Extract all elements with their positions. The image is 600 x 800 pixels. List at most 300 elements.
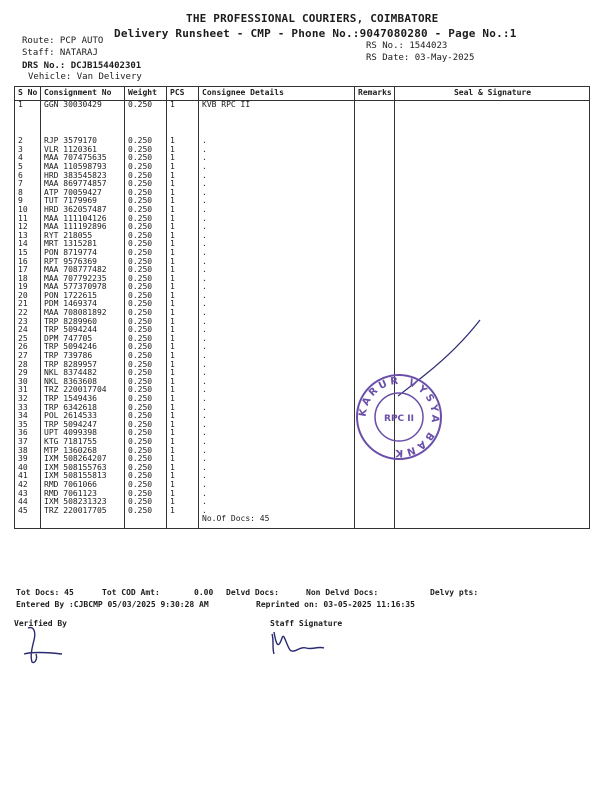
consignee-cell: . bbox=[199, 232, 355, 241]
remarks-cell bbox=[355, 300, 395, 309]
sno-cell: 29 bbox=[15, 369, 41, 378]
remarks-cell bbox=[355, 172, 395, 181]
consignment-cell: MAA 110598793 bbox=[41, 163, 125, 172]
consignee-cell: . bbox=[199, 275, 355, 284]
staff-label: Staff: NATARAJ bbox=[22, 48, 98, 58]
sno-cell: 21 bbox=[15, 300, 41, 309]
pcs-cell: 1 bbox=[167, 146, 199, 155]
col-sno: S No bbox=[15, 87, 41, 101]
empty-cell bbox=[15, 515, 41, 528]
pcs-cell: 1 bbox=[167, 163, 199, 172]
table-row bbox=[15, 361, 590, 370]
pcs-cell: 1 bbox=[167, 490, 199, 499]
seal-cell bbox=[395, 180, 590, 189]
table-row bbox=[15, 421, 590, 430]
table-row bbox=[15, 429, 590, 438]
seal-cell bbox=[395, 100, 590, 109]
table-row bbox=[15, 386, 590, 395]
consignment-cell: TRP 8289957 bbox=[41, 361, 125, 370]
weight-cell: 0.250 bbox=[125, 386, 167, 395]
weight-cell: 0.250 bbox=[125, 318, 167, 327]
weight-cell: 0.250 bbox=[125, 378, 167, 387]
table-row bbox=[15, 292, 590, 301]
remarks-cell bbox=[355, 361, 395, 370]
consignee-cell: . bbox=[199, 172, 355, 181]
pcs-cell: 1 bbox=[167, 292, 199, 301]
weight-cell: 0.250 bbox=[125, 447, 167, 456]
consignee-cell: . bbox=[199, 421, 355, 430]
consignment-cell: IXM 508155763 bbox=[41, 464, 125, 473]
consignee-cell: . bbox=[199, 283, 355, 292]
verifier-signature bbox=[20, 624, 70, 666]
consignment-cell: HRD 362057487 bbox=[41, 206, 125, 215]
pcs-cell: 1 bbox=[167, 154, 199, 163]
pcs-cell: 1 bbox=[167, 309, 199, 318]
staff-signature-label: Staff Signature bbox=[270, 619, 343, 628]
empty-cell bbox=[395, 515, 590, 528]
vehicle-label: Vehicle: Van Delivery bbox=[28, 72, 142, 82]
consignment-cell: KTG 7181755 bbox=[41, 438, 125, 447]
col-remarks: Remarks bbox=[355, 87, 395, 101]
sno-cell: 18 bbox=[15, 275, 41, 284]
consignee-cell: . bbox=[199, 146, 355, 155]
pcs-cell: 1 bbox=[167, 361, 199, 370]
consignment-cell: TRP 5094246 bbox=[41, 343, 125, 352]
table-row bbox=[15, 472, 590, 481]
pcs-cell: 1 bbox=[167, 507, 199, 516]
pcs-cell: 1 bbox=[167, 318, 199, 327]
consignee-cell: . bbox=[199, 206, 355, 215]
sno-cell: 26 bbox=[15, 343, 41, 352]
remarks-cell bbox=[355, 223, 395, 232]
weight-cell: 0.250 bbox=[125, 215, 167, 224]
seal-cell bbox=[395, 249, 590, 258]
remarks-cell bbox=[355, 498, 395, 507]
pcs-cell: 1 bbox=[167, 275, 199, 284]
weight-cell: 0.250 bbox=[125, 232, 167, 241]
weight-cell: 0.250 bbox=[125, 361, 167, 370]
sno-cell: 7 bbox=[15, 180, 41, 189]
consignee-cell: . bbox=[199, 258, 355, 267]
remarks-cell bbox=[355, 206, 395, 215]
weight-cell: 0.250 bbox=[125, 249, 167, 258]
pcs-cell: 1 bbox=[167, 395, 199, 404]
col-weight: Weight bbox=[125, 87, 167, 101]
consignee-cell: . bbox=[199, 404, 355, 413]
consignee-cell: . bbox=[199, 412, 355, 421]
sno-cell: 13 bbox=[15, 232, 41, 241]
table-row bbox=[15, 223, 590, 232]
weight-cell: 0.250 bbox=[125, 352, 167, 361]
pcs-cell: 1 bbox=[167, 326, 199, 335]
seal-cell bbox=[395, 481, 590, 490]
pcs-cell: 1 bbox=[167, 189, 199, 198]
company-title: THE PROFESSIONAL COURIERS, COIMBATORE bbox=[186, 12, 439, 25]
weight-cell: 0.250 bbox=[125, 292, 167, 301]
sno-cell: 31 bbox=[15, 386, 41, 395]
sno-cell: 33 bbox=[15, 404, 41, 413]
weight-cell: 0.250 bbox=[125, 404, 167, 413]
consignment-cell: TRP 5094247 bbox=[41, 421, 125, 430]
consignment-cell: TRP 6342618 bbox=[41, 404, 125, 413]
seal-cell bbox=[395, 197, 590, 206]
gap-cell bbox=[41, 109, 125, 137]
consignee-cell: KVB RPC II bbox=[199, 100, 355, 109]
weight-cell: 0.250 bbox=[125, 240, 167, 249]
remarks-cell bbox=[355, 481, 395, 490]
consignee-cell: . bbox=[199, 249, 355, 258]
sno-cell: 45 bbox=[15, 507, 41, 516]
sno-cell: 9 bbox=[15, 197, 41, 206]
weight-cell: 0.250 bbox=[125, 266, 167, 275]
weight-cell: 0.250 bbox=[125, 429, 167, 438]
remarks-cell bbox=[355, 326, 395, 335]
route-label: Route: PCP AUTO bbox=[22, 36, 104, 46]
tot-cod-label: Tot COD Amt: bbox=[102, 588, 160, 597]
pcs-cell: 1 bbox=[167, 172, 199, 181]
consignee-cell: . bbox=[199, 507, 355, 516]
consignee-cell: . bbox=[199, 180, 355, 189]
consignee-cell: . bbox=[199, 189, 355, 198]
sno-cell: 15 bbox=[15, 249, 41, 258]
consignment-cell: IXM 508155813 bbox=[41, 472, 125, 481]
table-row bbox=[15, 249, 590, 258]
seal-cell bbox=[395, 300, 590, 309]
table-header-row bbox=[15, 87, 590, 101]
pcs-cell: 1 bbox=[167, 283, 199, 292]
seal-cell bbox=[395, 206, 590, 215]
consignment-cell: MAA 111192896 bbox=[41, 223, 125, 232]
verified-by-label: Verified By bbox=[14, 619, 67, 628]
stamp-inner-text: RPC II bbox=[384, 414, 414, 424]
seal-cell bbox=[395, 240, 590, 249]
no-of-docs: No.Of Docs: 45 bbox=[199, 515, 355, 528]
pcs-cell: 1 bbox=[167, 412, 199, 421]
consignee-cell: . bbox=[199, 309, 355, 318]
sno-cell: 2 bbox=[15, 137, 41, 146]
gap-cell bbox=[395, 109, 590, 137]
pcs-cell: 1 bbox=[167, 472, 199, 481]
pcs-cell: 1 bbox=[167, 215, 199, 224]
gap-cell bbox=[355, 109, 395, 137]
sno-cell: 37 bbox=[15, 438, 41, 447]
col-consignment: Consignment No bbox=[41, 87, 125, 101]
remarks-cell bbox=[355, 240, 395, 249]
table-row bbox=[15, 309, 590, 318]
pcs-cell: 1 bbox=[167, 343, 199, 352]
consignment-cell: MAA 869774857 bbox=[41, 180, 125, 189]
consignee-cell: . bbox=[199, 163, 355, 172]
pcs-cell: 1 bbox=[167, 455, 199, 464]
sno-cell: 11 bbox=[15, 215, 41, 224]
weight-cell: 0.250 bbox=[125, 507, 167, 516]
weight-cell: 0.250 bbox=[125, 275, 167, 284]
table-row bbox=[15, 395, 590, 404]
consignment-cell: TRZ 220017705 bbox=[41, 507, 125, 516]
consignment-cell: MAA 707475635 bbox=[41, 154, 125, 163]
pcs-cell: 1 bbox=[167, 386, 199, 395]
consignment-cell: MTP 1360268 bbox=[41, 447, 125, 456]
gap-cell bbox=[167, 109, 199, 137]
remarks-cell bbox=[355, 146, 395, 155]
pcs-cell: 1 bbox=[167, 258, 199, 267]
consignee-cell: . bbox=[199, 472, 355, 481]
weight-cell: 0.250 bbox=[125, 258, 167, 267]
pcs-cell: 1 bbox=[167, 447, 199, 456]
remarks-cell bbox=[355, 464, 395, 473]
seal-cell bbox=[395, 464, 590, 473]
seal-cell bbox=[395, 215, 590, 224]
empty-cell bbox=[41, 515, 125, 528]
remarks-cell bbox=[355, 490, 395, 499]
delvd-docs: Delvd Docs: bbox=[226, 588, 279, 597]
weight-cell: 0.250 bbox=[125, 223, 167, 232]
remarks-cell bbox=[355, 189, 395, 198]
sno-cell: 35 bbox=[15, 421, 41, 430]
table-row bbox=[15, 369, 590, 378]
consignee-cell: . bbox=[199, 154, 355, 163]
remarks-cell bbox=[355, 335, 395, 344]
weight-cell: 0.250 bbox=[125, 438, 167, 447]
consignment-cell: POL 2614533 bbox=[41, 412, 125, 421]
pcs-cell: 1 bbox=[167, 498, 199, 507]
consignment-cell: MAA 708777482 bbox=[41, 266, 125, 275]
remarks-cell bbox=[355, 292, 395, 301]
consignee-cell: . bbox=[199, 326, 355, 335]
consignment-cell: MAA 577370978 bbox=[41, 283, 125, 292]
consignment-cell: GGN 30030429 bbox=[41, 100, 125, 109]
remarks-cell bbox=[355, 283, 395, 292]
seal-cell bbox=[395, 223, 590, 232]
seal-cell bbox=[395, 146, 590, 155]
pcs-cell: 1 bbox=[167, 369, 199, 378]
sno-cell: 8 bbox=[15, 189, 41, 198]
consignment-cell: NKL 8374482 bbox=[41, 369, 125, 378]
sno-cell: 25 bbox=[15, 335, 41, 344]
seal-cell bbox=[395, 292, 590, 301]
consignment-cell: IXM 508231323 bbox=[41, 498, 125, 507]
remarks-cell bbox=[355, 232, 395, 241]
table-row bbox=[15, 343, 590, 352]
sno-cell: 3 bbox=[15, 146, 41, 155]
seal-cell bbox=[395, 309, 590, 318]
sno-cell: 39 bbox=[15, 455, 41, 464]
sno-cell: 10 bbox=[15, 206, 41, 215]
consignment-cell: RMD 7061066 bbox=[41, 481, 125, 490]
remarks-cell bbox=[355, 249, 395, 258]
remarks-cell bbox=[355, 352, 395, 361]
pcs-cell: 1 bbox=[167, 100, 199, 109]
sno-cell: 22 bbox=[15, 309, 41, 318]
sno-cell: 38 bbox=[15, 447, 41, 456]
consignee-cell: . bbox=[199, 240, 355, 249]
consignee-cell: . bbox=[199, 498, 355, 507]
empty-cell bbox=[125, 515, 167, 528]
consignment-cell: TRP 1549436 bbox=[41, 395, 125, 404]
weight-cell: 0.250 bbox=[125, 163, 167, 172]
pcs-cell: 1 bbox=[167, 335, 199, 344]
remarks-cell bbox=[355, 472, 395, 481]
sno-cell: 20 bbox=[15, 292, 41, 301]
sno-cell: 12 bbox=[15, 223, 41, 232]
table-row bbox=[15, 318, 590, 327]
remarks-cell bbox=[355, 163, 395, 172]
gap-cell bbox=[199, 109, 355, 137]
row-gap bbox=[15, 109, 590, 137]
consignment-cell: RMD 7061123 bbox=[41, 490, 125, 499]
consignee-cell: . bbox=[199, 438, 355, 447]
empty-cell bbox=[167, 515, 199, 528]
consignee-cell: . bbox=[199, 369, 355, 378]
weight-cell: 0.250 bbox=[125, 481, 167, 490]
consignee-cell: . bbox=[199, 137, 355, 146]
sno-cell: 14 bbox=[15, 240, 41, 249]
gap-cell bbox=[15, 109, 41, 137]
weight-cell: 0.250 bbox=[125, 283, 167, 292]
seal-cell bbox=[395, 472, 590, 481]
sno-cell: 32 bbox=[15, 395, 41, 404]
remarks-cell bbox=[355, 258, 395, 267]
pcs-cell: 1 bbox=[167, 481, 199, 490]
col-seal: Seal & Signature bbox=[395, 87, 590, 101]
consignee-cell: . bbox=[199, 386, 355, 395]
remarks-cell bbox=[355, 309, 395, 318]
pcs-cell: 1 bbox=[167, 206, 199, 215]
remarks-cell bbox=[355, 100, 395, 109]
entered-by: Entered By :CJBCMP 05/03/2025 9:30:28 AM bbox=[16, 600, 209, 609]
pcs-cell: 1 bbox=[167, 438, 199, 447]
consignee-cell: . bbox=[199, 300, 355, 309]
empty-cell bbox=[355, 515, 395, 528]
consignee-cell: . bbox=[199, 215, 355, 224]
table-row bbox=[15, 404, 590, 413]
weight-cell: 0.250 bbox=[125, 137, 167, 146]
remarks-cell bbox=[355, 154, 395, 163]
consignment-cell: TRP 5094244 bbox=[41, 326, 125, 335]
delvy-pts: Delvy pts: bbox=[430, 588, 479, 597]
consignment-cell: DPM 747705 bbox=[41, 335, 125, 344]
staff-signature bbox=[266, 624, 330, 660]
sno-cell: 41 bbox=[15, 472, 41, 481]
consignment-cell: MRT 1315281 bbox=[41, 240, 125, 249]
table-row bbox=[15, 412, 590, 421]
consignment-cell: RYT 218055 bbox=[41, 232, 125, 241]
consignee-cell: . bbox=[199, 481, 355, 490]
seal-cell bbox=[395, 232, 590, 241]
runsheet-subtitle: Delivery Runsheet - CMP - Phone No.:9047080280 - Page No.:1 bbox=[114, 27, 517, 40]
seal-cell bbox=[395, 163, 590, 172]
rs-number: RS No.: 1544023 bbox=[366, 41, 448, 51]
col-consignee: Consignee Details bbox=[199, 87, 355, 101]
pcs-cell: 1 bbox=[167, 429, 199, 438]
weight-cell: 0.250 bbox=[125, 455, 167, 464]
consignee-cell: . bbox=[199, 352, 355, 361]
seal-cell bbox=[395, 275, 590, 284]
sno-cell: 4 bbox=[15, 154, 41, 163]
table-row bbox=[15, 507, 590, 516]
consignment-cell: TUT 7179969 bbox=[41, 197, 125, 206]
consignee-cell: . bbox=[199, 335, 355, 344]
consignee-cell: . bbox=[199, 464, 355, 473]
pcs-cell: 1 bbox=[167, 464, 199, 473]
consignee-cell: . bbox=[199, 429, 355, 438]
pcs-cell: 1 bbox=[167, 137, 199, 146]
weight-cell: 0.250 bbox=[125, 206, 167, 215]
consignment-cell: PON 1722615 bbox=[41, 292, 125, 301]
sno-cell: 28 bbox=[15, 361, 41, 370]
seal-cell bbox=[395, 189, 590, 198]
consignment-cell: IXM 508264207 bbox=[41, 455, 125, 464]
pcs-cell: 1 bbox=[167, 378, 199, 387]
sno-cell: 1 bbox=[15, 100, 41, 109]
pcs-cell: 1 bbox=[167, 240, 199, 249]
consignee-cell: . bbox=[199, 343, 355, 352]
weight-cell: 0.250 bbox=[125, 100, 167, 109]
consignee-cell: . bbox=[199, 447, 355, 456]
weight-cell: 0.250 bbox=[125, 335, 167, 344]
weight-cell: 0.250 bbox=[125, 464, 167, 473]
non-delvd-docs: Non Delvd Docs: bbox=[306, 588, 379, 597]
seal-cell bbox=[395, 137, 590, 146]
consignment-cell: TRP 8289960 bbox=[41, 318, 125, 327]
sno-cell: 23 bbox=[15, 318, 41, 327]
remarks-cell bbox=[355, 275, 395, 284]
table-row bbox=[15, 283, 590, 292]
weight-cell: 0.250 bbox=[125, 146, 167, 155]
consignee-cell: . bbox=[199, 378, 355, 387]
consignment-cell: TRZ 220017704 bbox=[41, 386, 125, 395]
consignee-cell: . bbox=[199, 455, 355, 464]
sno-cell: 27 bbox=[15, 352, 41, 361]
sno-cell: 5 bbox=[15, 163, 41, 172]
consignment-cell: NKL 8363608 bbox=[41, 378, 125, 387]
sno-cell: 17 bbox=[15, 266, 41, 275]
seal-cell bbox=[395, 490, 590, 499]
weight-cell: 0.250 bbox=[125, 421, 167, 430]
consignee-cell: . bbox=[199, 318, 355, 327]
weight-cell: 0.250 bbox=[125, 369, 167, 378]
weight-cell: 0.250 bbox=[125, 395, 167, 404]
weight-cell: 0.250 bbox=[125, 412, 167, 421]
pcs-cell: 1 bbox=[167, 249, 199, 258]
sno-cell: 16 bbox=[15, 258, 41, 267]
table-row bbox=[15, 240, 590, 249]
table-row bbox=[15, 137, 590, 146]
remarks-cell bbox=[355, 137, 395, 146]
table-row bbox=[15, 189, 590, 198]
consignment-cell: HRD 383545823 bbox=[41, 172, 125, 181]
consignment-cell: PDM 1469374 bbox=[41, 300, 125, 309]
sno-cell: 6 bbox=[15, 172, 41, 181]
seal-cell bbox=[395, 266, 590, 275]
consignment-cell: MAA 111104126 bbox=[41, 215, 125, 224]
pcs-cell: 1 bbox=[167, 197, 199, 206]
weight-cell: 0.250 bbox=[125, 309, 167, 318]
tot-docs: Tot Docs: 45 bbox=[16, 588, 74, 597]
consignee-cell: . bbox=[199, 197, 355, 206]
pcs-cell: 1 bbox=[167, 404, 199, 413]
consignment-cell: VLR 1120361 bbox=[41, 146, 125, 155]
remarks-cell bbox=[355, 266, 395, 275]
consignment-cell: MAA 707792235 bbox=[41, 275, 125, 284]
weight-cell: 0.250 bbox=[125, 189, 167, 198]
tot-cod-value: 0.00 bbox=[194, 588, 214, 597]
weight-cell: 0.250 bbox=[125, 154, 167, 163]
consignment-cell: PON 8719774 bbox=[41, 249, 125, 258]
consignee-cell: . bbox=[199, 395, 355, 404]
weight-cell: 0.250 bbox=[125, 197, 167, 206]
seal-cell bbox=[395, 283, 590, 292]
